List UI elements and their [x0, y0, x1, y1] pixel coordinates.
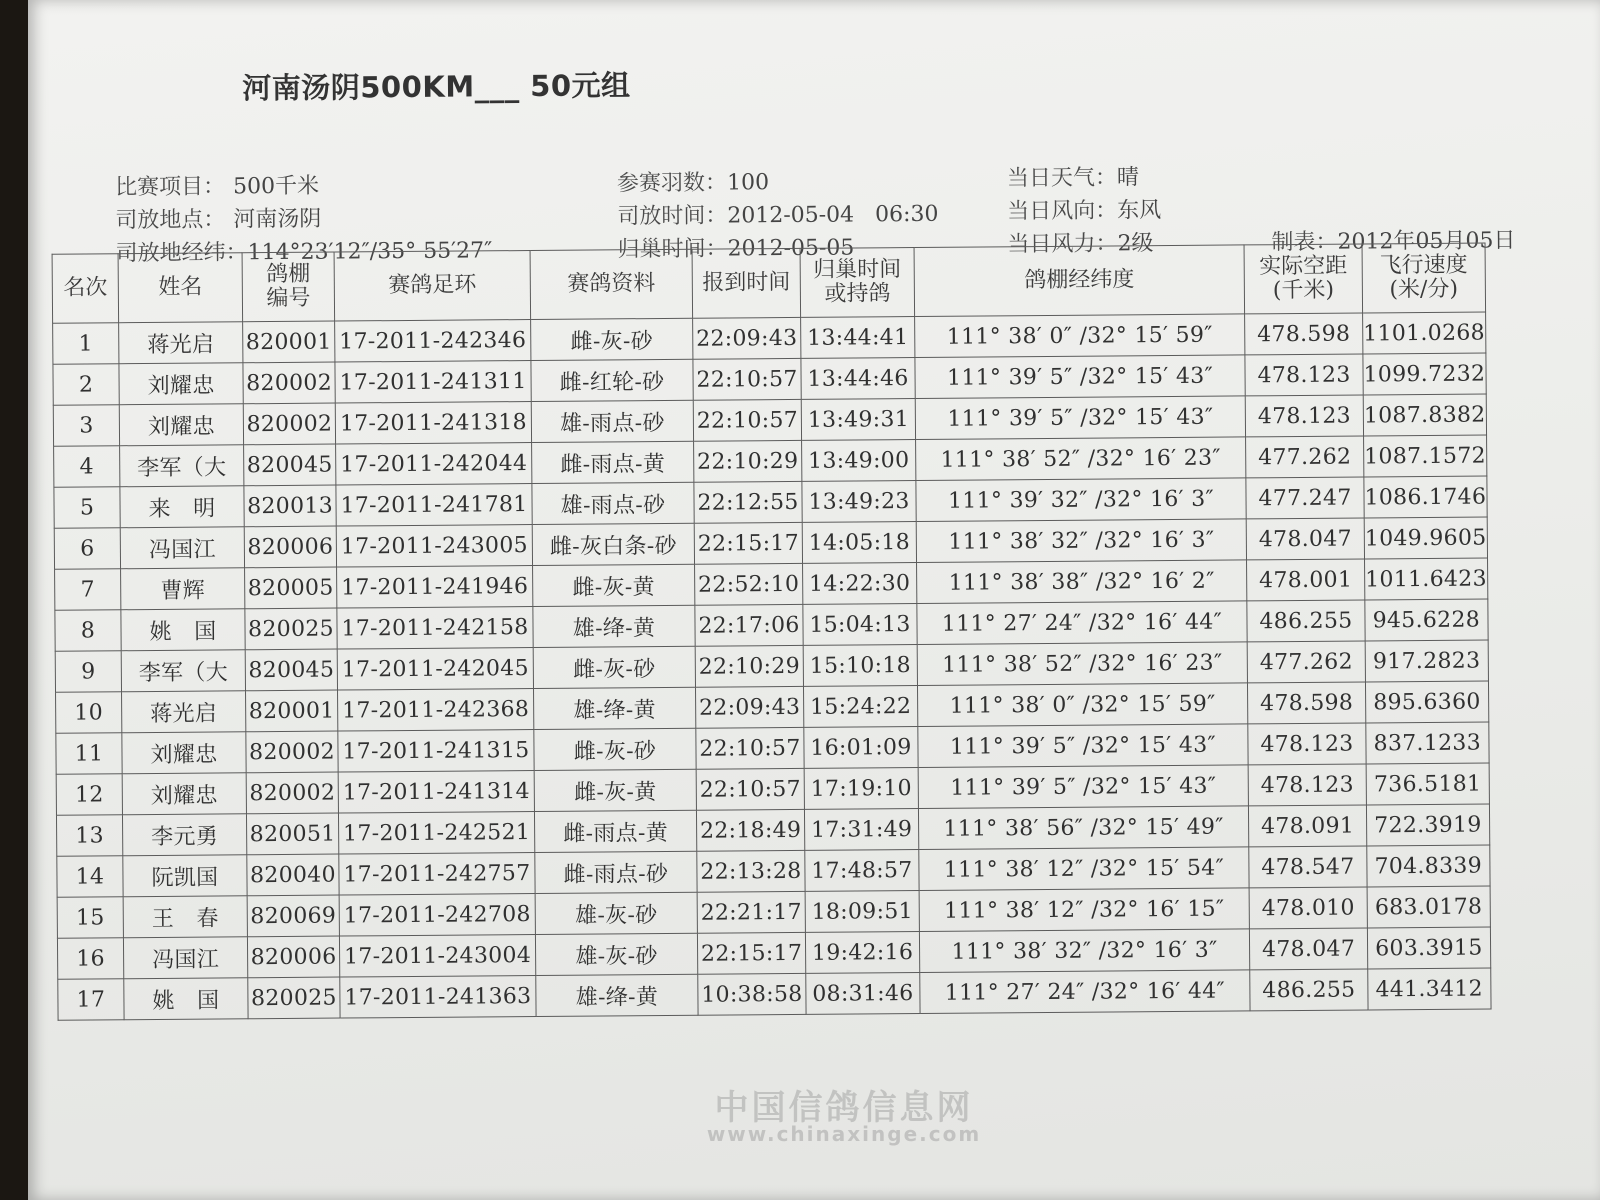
cell-loft-coords: 111° 38′ 32″ /32° 16′ 3″ [919, 929, 1249, 973]
release-time-value: 2012-05-04 06:30 [727, 201, 939, 229]
cell-arrival-time: 16:01:09 [804, 726, 918, 768]
cell-loft-coords: 111° 38′ 56″ /32° 15′ 49″ [918, 806, 1248, 850]
cell-distance: 478.047 [1249, 928, 1367, 970]
cell-ring: 17-2011-243005 [336, 525, 532, 568]
cell-ring: 17-2011-242158 [337, 607, 533, 650]
cell-distance: 478.091 [1248, 805, 1366, 847]
cell-report-time: 22:13:28 [697, 850, 805, 892]
cell-loft-id: 820005 [245, 567, 337, 609]
cell-rank: 15 [57, 897, 123, 939]
cell-arrival-time: 14:22:30 [803, 562, 917, 604]
cell-distance: 477.247 [1246, 477, 1364, 519]
cell-bird-info: 雌-灰-黄 [533, 564, 695, 606]
cell-speed: 722.3919 [1366, 804, 1489, 846]
cell-arrival-time: 18:09:51 [805, 890, 919, 932]
header-bird-info: 赛鸽资料 [530, 249, 693, 319]
header-distance: 实际空距 (千米) [1244, 244, 1363, 314]
cell-loft-coords: 111° 39′ 32″ /32° 16′ 3″ [916, 478, 1246, 522]
cell-loft-coords: 111° 39′ 5″ /32° 15′ 43″ [915, 355, 1245, 399]
cell-arrival-time: 13:44:46 [801, 357, 915, 399]
cell-bird-info: 雌-雨点-砂 [535, 851, 697, 893]
release-place-value: 河南汤阴 [233, 206, 322, 233]
return-time-label: 归巢时间： [617, 236, 728, 263]
cell-loft-id: 820040 [247, 854, 339, 896]
cell-loft-coords: 111° 38′ 12″ /32° 16′ 15″ [919, 888, 1249, 932]
cell-rank: 2 [53, 364, 119, 406]
cell-report-time: 22:10:57 [693, 399, 801, 441]
cell-speed: 1086.1746 [1364, 476, 1487, 518]
weather-value: 晴 [1116, 165, 1140, 191]
cell-distance: 478.598 [1245, 313, 1363, 355]
cell-loft-coords: 111° 38′ 32″ /32° 16′ 3″ [916, 519, 1246, 563]
cell-name: 姚 国 [121, 609, 245, 651]
cell-bird-info: 雄-雨点-砂 [532, 482, 694, 524]
header-rank: 名次 [52, 254, 119, 324]
cell-name: 刘耀忠 [119, 363, 243, 405]
cell-arrival-time: 19:42:16 [805, 931, 919, 973]
results-body [53, 312, 1491, 1020]
results-document [28, 0, 1600, 1200]
cell-report-time: 22:10:29 [694, 440, 802, 482]
cell-speed: 837.1233 [1366, 722, 1489, 764]
cell-loft-coords: 111° 39′ 5″ /32° 15′ 43″ [915, 396, 1245, 440]
cell-speed: 1087.1572 [1364, 435, 1487, 477]
cell-distance: 478.001 [1247, 559, 1365, 601]
cell-bird-info: 雌-红轮-砂 [531, 359, 693, 401]
cell-report-time: 22:21:17 [697, 891, 805, 933]
cell-speed: 917.2823 [1365, 640, 1488, 682]
cell-name: 李军（大 [121, 650, 245, 692]
cell-rank: 17 [58, 979, 124, 1021]
cell-speed: 895.6360 [1365, 681, 1488, 723]
cell-name: 冯国江 [123, 937, 247, 979]
cell-distance: 477.262 [1246, 436, 1364, 478]
cell-ring: 17-2011-242368 [338, 689, 534, 732]
cell-bird-info: 雄-绛-黄 [536, 974, 698, 1016]
entries-label: 参赛羽数： [616, 170, 728, 197]
cell-bird-info: 雌-雨点-黄 [534, 810, 696, 852]
cell-distance: 478.010 [1249, 887, 1367, 929]
cell-loft-coords: 111° 39′ 5″ /32° 15′ 43″ [918, 724, 1248, 768]
cell-loft-id: 820025 [248, 977, 340, 1019]
cell-rank: 1 [53, 323, 119, 365]
header-arrival-time: 归巢时间 或持鸽 [800, 248, 915, 318]
wind-direction-value: 东风 [1117, 198, 1162, 224]
cell-report-time: 22:09:43 [695, 686, 803, 728]
cell-name: 刘耀忠 [122, 773, 246, 815]
cell-loft-id: 820002 [243, 403, 335, 445]
cell-rank: 11 [56, 733, 122, 775]
cell-arrival-time: 15:10:18 [803, 644, 917, 686]
cell-loft-id: 820051 [246, 813, 338, 855]
cell-bird-info: 雌-灰-砂 [534, 728, 696, 770]
cell-ring: 17-2011-241946 [337, 566, 533, 609]
cell-rank: 16 [57, 938, 123, 980]
cell-name: 李元勇 [122, 814, 246, 856]
release-place-label: 司放地点： [115, 207, 226, 234]
cell-rank: 5 [54, 487, 120, 529]
cell-name: 阮凯国 [123, 855, 247, 897]
cell-speed: 441.3412 [1368, 968, 1491, 1010]
cell-speed: 603.3915 [1367, 927, 1490, 969]
cell-loft-id: 820002 [243, 362, 335, 404]
weather-label: 当日天气： [1006, 165, 1118, 192]
cell-bird-info: 雄-灰-砂 [535, 892, 697, 934]
cell-report-time: 22:52:10 [695, 563, 803, 605]
cell-name: 曹辉 [121, 568, 245, 610]
cell-name: 刘耀忠 [122, 732, 246, 774]
cell-loft-coords: 111° 27′ 24″ /32° 16′ 44″ [917, 601, 1247, 645]
cell-distance: 478.123 [1248, 764, 1366, 806]
wind-force-value: 2级 [1117, 231, 1154, 257]
watermark-name: 中国信鸽信息网 [714, 1088, 974, 1128]
cell-ring: 17-2011-241363 [340, 975, 536, 1018]
cell-rank: 10 [56, 692, 122, 734]
cell-bird-info: 雄-绛-黄 [533, 605, 695, 647]
entries-value: 100 [726, 170, 770, 196]
header-speed: 飞行速度 (米/分) [1362, 243, 1485, 313]
cell-distance: 478.123 [1245, 395, 1363, 437]
cell-loft-id: 820006 [244, 526, 336, 568]
cell-ring: 17-2011-242045 [337, 648, 533, 691]
cell-bird-info: 雌-灰-砂 [531, 318, 693, 360]
cell-report-time: 22:18:49 [696, 809, 804, 851]
cell-report-time: 22:10:57 [696, 768, 804, 810]
cell-speed: 1087.8382 [1363, 394, 1486, 436]
cell-distance: 486.255 [1247, 600, 1365, 642]
cell-bird-info: 雄-绛-黄 [534, 687, 696, 729]
cell-arrival-time: 17:48:57 [805, 849, 919, 891]
cell-distance: 478.123 [1245, 354, 1363, 396]
results-table [52, 243, 1492, 1021]
table-header-row [52, 243, 1485, 323]
cell-distance: 486.255 [1250, 969, 1368, 1011]
made-date-label: 制表： [1271, 229, 1338, 256]
cell-arrival-time: 13:49:23 [802, 480, 916, 522]
cell-loft-id: 820002 [246, 731, 338, 773]
cell-speed: 736.5181 [1366, 763, 1489, 805]
cell-loft-id: 820013 [244, 485, 336, 527]
cell-arrival-time: 15:04:13 [803, 603, 917, 645]
cell-loft-coords: 111° 38′ 38″ /32° 16′ 2″ [917, 560, 1247, 604]
cell-speed: 945.6228 [1365, 599, 1488, 641]
cell-speed: 1049.9605 [1364, 517, 1487, 559]
made-date-value: 2012年05月05日 [1337, 228, 1516, 255]
cell-name: 冯国江 [120, 527, 244, 569]
cell-arrival-time: 15:24:22 [803, 685, 917, 727]
event-value: 500千米 [232, 173, 320, 200]
cell-rank: 4 [54, 446, 120, 488]
header-loft-id: 鸽棚 编号 [242, 252, 335, 322]
header-loft-coords: 鸽棚经纬度 [914, 245, 1245, 317]
cell-rank: 7 [55, 569, 121, 611]
cell-loft-id: 820001 [243, 321, 335, 363]
paper-sheet [28, 0, 1600, 1200]
cell-ring: 17-2011-242521 [338, 811, 534, 854]
release-coords-label: 司放地经纬： [115, 240, 248, 267]
cell-bird-info: 雄-雨点-砂 [531, 400, 693, 442]
cell-arrival-time: 13:49:31 [801, 398, 915, 440]
watermark-url: www.chinaxinge.com [706, 1122, 982, 1146]
cell-loft-id: 820025 [245, 608, 337, 650]
cell-arrival-time: 17:19:10 [804, 767, 918, 809]
cell-ring: 17-2011-242346 [335, 320, 531, 363]
cell-rank: 3 [53, 405, 119, 447]
cell-name: 刘耀忠 [119, 404, 243, 446]
cell-loft-coords: 111° 39′ 5″ /32° 15′ 43″ [918, 765, 1248, 809]
cell-rank: 9 [55, 651, 121, 693]
cell-report-time: 22:17:06 [695, 604, 803, 646]
cell-loft-id: 820006 [247, 936, 339, 978]
cell-arrival-time: 08:31:46 [806, 972, 920, 1014]
cell-speed: 1101.0268 [1363, 312, 1486, 354]
cell-name: 蒋光启 [122, 691, 246, 733]
cell-ring: 17-2011-241311 [335, 361, 531, 404]
release-time-label: 司放时间： [617, 203, 728, 230]
cell-arrival-time: 13:49:00 [802, 439, 916, 481]
cell-distance: 478.047 [1246, 518, 1364, 560]
header-report-time: 报到时间 [692, 248, 801, 318]
cell-report-time: 22:09:43 [693, 317, 801, 359]
cell-loft-id: 820069 [247, 895, 339, 937]
cell-bird-info: 雄-灰-砂 [535, 933, 697, 975]
cell-arrival-time: 14:05:18 [802, 521, 916, 563]
cell-report-time: 10:38:58 [698, 973, 806, 1015]
cell-loft-coords: 111° 38′ 52″ /32° 16′ 23″ [916, 437, 1246, 481]
header-ring: 赛鸽足环 [334, 251, 531, 322]
cell-bird-info: 雌-灰白条-砂 [532, 523, 694, 565]
cell-loft-id: 820045 [244, 444, 336, 486]
cell-rank: 6 [54, 528, 120, 570]
cell-report-time: 22:15:17 [697, 932, 805, 974]
cell-loft-id: 820001 [246, 690, 338, 732]
cell-name: 来 明 [120, 486, 244, 528]
release-coords-value: 114°23′12″/35° 55′27″ [247, 238, 493, 266]
cell-ring: 17-2011-241314 [338, 771, 534, 814]
cell-ring: 17-2011-243004 [339, 934, 535, 977]
cell-bird-info: 雌-灰-砂 [533, 646, 695, 688]
cell-loft-coords: 111° 38′ 12″ /32° 15′ 54″ [919, 847, 1249, 891]
cell-rank: 12 [56, 774, 122, 816]
cell-speed: 683.0178 [1367, 886, 1490, 928]
cell-report-time: 22:10:57 [693, 358, 801, 400]
cell-ring: 17-2011-241318 [335, 402, 531, 445]
cell-loft-coords: 111° 38′ 0″ /32° 15′ 59″ [915, 314, 1245, 358]
cell-distance: 478.598 [1247, 682, 1365, 724]
cell-loft-coords: 111° 38′ 52″ /32° 16′ 23″ [917, 642, 1247, 686]
cell-rank: 14 [57, 856, 123, 898]
cell-loft-id: 820045 [245, 649, 337, 691]
wind-direction-label: 当日风向： [1007, 198, 1118, 225]
page-title: 河南汤阴500KM___ 50元组 [242, 68, 631, 106]
event-label: 比赛项目： [114, 174, 226, 201]
cell-speed: 1011.6423 [1365, 558, 1488, 600]
cell-rank: 8 [55, 610, 121, 652]
cell-loft-coords: 111° 27′ 24″ /32° 16′ 44″ [920, 970, 1250, 1014]
header-name: 姓名 [118, 253, 243, 323]
cell-loft-coords: 111° 38′ 0″ /32° 15′ 59″ [917, 683, 1247, 727]
cell-name: 姚 国 [124, 978, 248, 1020]
cell-distance: 477.262 [1247, 641, 1365, 683]
cell-arrival-time: 13:44:41 [801, 316, 915, 358]
cell-bird-info: 雌-雨点-黄 [532, 441, 694, 483]
cell-arrival-time: 17:31:49 [804, 808, 918, 850]
cell-report-time: 22:12:55 [694, 481, 802, 523]
cell-report-time: 22:15:17 [694, 522, 802, 564]
cell-loft-id: 820002 [246, 772, 338, 814]
cell-name: 王 春 [123, 896, 247, 938]
cell-distance: 478.547 [1249, 846, 1367, 888]
cell-name: 蒋光启 [119, 322, 243, 364]
return-time-value: 2012-05-05 [727, 235, 855, 262]
cell-ring: 17-2011-242044 [336, 443, 532, 486]
cell-report-time: 22:10:57 [696, 727, 804, 769]
cell-bird-info: 雌-灰-黄 [534, 769, 696, 811]
cell-rank: 13 [56, 815, 122, 857]
cell-speed: 704.8339 [1367, 845, 1490, 887]
cell-ring: 17-2011-242708 [339, 893, 535, 936]
wind-force-label: 当日风力： [1007, 231, 1118, 258]
cell-report-time: 22:10:29 [695, 645, 803, 687]
cell-ring: 17-2011-241781 [336, 484, 532, 527]
cell-ring: 17-2011-241315 [338, 730, 534, 773]
cell-speed: 1099.7232 [1363, 353, 1486, 395]
cell-name: 李军（大 [120, 445, 244, 487]
cell-ring: 17-2011-242757 [339, 852, 535, 895]
cell-distance: 478.123 [1248, 723, 1366, 765]
